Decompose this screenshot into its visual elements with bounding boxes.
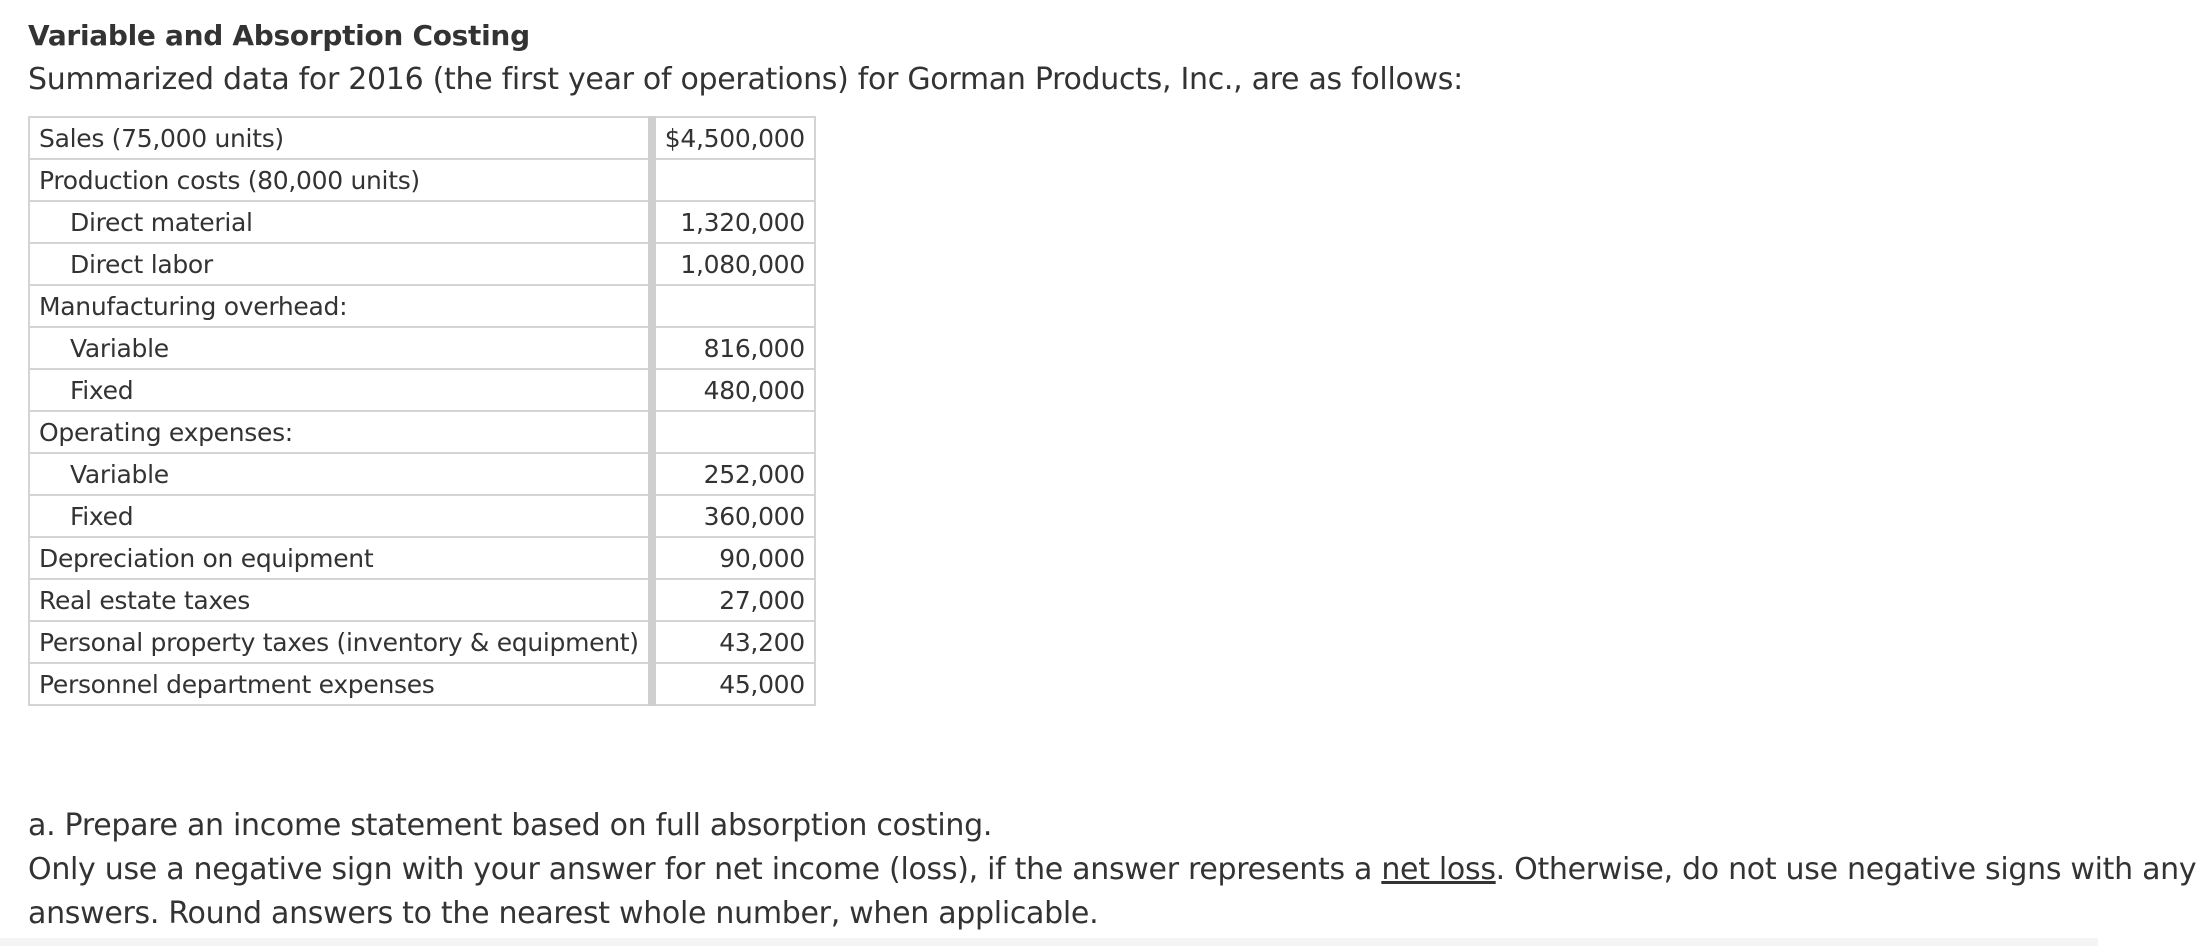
table-row [29, 327, 815, 369]
row-label: Direct material [29, 201, 652, 243]
row-label: Variable [29, 453, 652, 495]
table-row [29, 369, 815, 411]
row-label: Fixed [29, 495, 652, 537]
row-amount: 45,000 [652, 663, 815, 705]
row-amount [652, 159, 815, 201]
row-amount: 360,000 [652, 495, 815, 537]
table-row [29, 411, 815, 453]
row-label: Sales (75,000 units) [29, 117, 652, 159]
table-row [29, 159, 815, 201]
row-label: Direct labor [29, 243, 652, 285]
table-row [29, 453, 815, 495]
table-row [29, 201, 815, 243]
page-title: Variable and Absorption Costing [28, 19, 530, 52]
table-row [29, 663, 815, 705]
bottom-divider [0, 938, 2098, 946]
net-loss-term[interactable]: net loss [1381, 852, 1496, 887]
row-label: Real estate taxes [29, 579, 652, 621]
row-label: Depreciation on equipment [29, 537, 652, 579]
row-amount: 43,200 [652, 621, 815, 663]
cost-data-table [28, 116, 816, 706]
table-row [29, 243, 815, 285]
row-amount: $4,500,000 [652, 117, 815, 159]
row-label: Personnel department expenses [29, 663, 652, 705]
row-amount: 90,000 [652, 537, 815, 579]
instruction-line-2: answers. Round answers to the nearest whole number, when applicable. [28, 896, 1099, 931]
row-amount: 480,000 [652, 369, 815, 411]
row-amount: 27,000 [652, 579, 815, 621]
table-row [29, 621, 815, 663]
instruction-text-before: Only use a negative sign with your answer for net income (loss), if the answer represents a [28, 852, 1382, 887]
row-amount [652, 285, 815, 327]
row-label: Fixed [29, 369, 652, 411]
row-label: Variable [29, 327, 652, 369]
table-row [29, 285, 815, 327]
row-amount: 1,080,000 [652, 243, 815, 285]
table-row [29, 537, 815, 579]
intro-text: Summarized data for 2016 (the first year of operations) for Gorman Products, Inc., are as follows: [28, 62, 1463, 97]
row-amount: 252,000 [652, 453, 815, 495]
row-amount [652, 411, 815, 453]
row-amount: 1,320,000 [652, 201, 815, 243]
instruction-text-after: . Otherwise, do not use negative signs with any [1495, 852, 2196, 887]
table-row [29, 579, 815, 621]
row-label: Production costs (80,000 units) [29, 159, 652, 201]
question-part-a: a. Prepare an income statement based on full absorption costing. [28, 808, 993, 843]
row-label: Operating expenses: [29, 411, 652, 453]
row-label: Personal property taxes (inventory & equipment) [29, 621, 652, 663]
row-amount: 816,000 [652, 327, 815, 369]
table-row [29, 117, 815, 159]
table-row [29, 495, 815, 537]
row-label: Manufacturing overhead: [29, 285, 652, 327]
instruction-line-1 [28, 848, 2196, 892]
